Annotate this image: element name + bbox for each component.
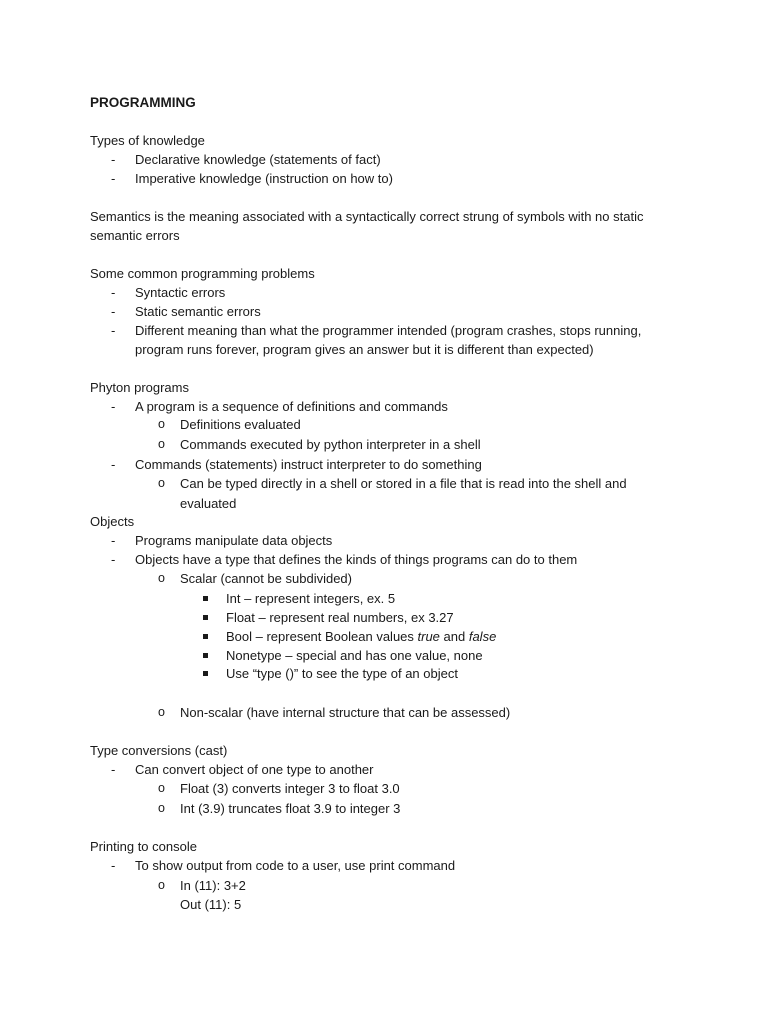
circle-bullet: o bbox=[158, 476, 165, 490]
dash-bullet: - bbox=[111, 858, 116, 873]
list-item-text: Static semantic errors bbox=[135, 304, 261, 319]
bool-false-text: false bbox=[468, 629, 497, 644]
dash-bullet: - bbox=[111, 304, 116, 319]
list-item-text: Different meaning than what the programmer intended (program crashes, stops running, bbox=[135, 323, 642, 338]
dash-bullet: - bbox=[111, 399, 116, 414]
sub-list-item-text: Definitions evaluated bbox=[180, 417, 301, 432]
paragraph-text: Semantics is the meaning associated with a syntactically correct strung of symbols with no static bbox=[90, 209, 644, 224]
dash-bullet: - bbox=[111, 152, 116, 167]
square-bullet bbox=[203, 671, 208, 676]
sub-sub-list-item-text: Int – represent integers, ex. 5 bbox=[226, 591, 396, 606]
sub-list-item-text: Float (3) converts integer 3 to float 3.0 bbox=[180, 781, 400, 796]
title-text: PROGRAMMING bbox=[90, 95, 196, 110]
list-item-text: program runs forever, program gives an answer but it is different than expected) bbox=[135, 342, 594, 357]
circle-bullet: o bbox=[158, 801, 165, 815]
dash-bullet: - bbox=[111, 171, 116, 186]
sub-list-item-text: Commands executed by python interpreter in a shell bbox=[180, 437, 481, 452]
dash-bullet: - bbox=[111, 323, 116, 338]
circle-bullet: o bbox=[158, 878, 165, 892]
heading-text: Phyton programs bbox=[90, 380, 189, 395]
bool-and-text: and bbox=[439, 629, 469, 644]
sub-list-item-text: Int (3.9) truncates float 3.9 to integer 3 bbox=[180, 801, 401, 816]
bool-prefix-text: Bool – represent Boolean values bbox=[226, 629, 418, 644]
sub-list-item-text: Can be typed directly in a shell or stored in a file that is read into the shell and bbox=[180, 476, 627, 491]
circle-bullet: o bbox=[158, 781, 165, 795]
circle-bullet: o bbox=[158, 437, 165, 451]
list-item-text: Declarative knowledge (statements of fact) bbox=[135, 152, 381, 167]
circle-bullet: o bbox=[158, 571, 165, 585]
dash-bullet: - bbox=[111, 552, 116, 567]
list-item-text: A program is a sequence of definitions and commands bbox=[135, 399, 448, 414]
square-bullet bbox=[203, 596, 208, 601]
code-input-line: In (11): 3+2 bbox=[180, 878, 246, 893]
circle-bullet: o bbox=[158, 417, 165, 431]
sub-sub-list-item-text: Float – represent real numbers, ex 3.27 bbox=[226, 610, 454, 625]
bool-true-text: true bbox=[417, 629, 440, 644]
paragraph-text: semantic errors bbox=[90, 228, 180, 243]
square-bullet bbox=[203, 634, 208, 639]
sub-sub-list-item-text bbox=[226, 627, 496, 646]
square-bullet bbox=[203, 615, 208, 620]
dash-bullet: - bbox=[111, 762, 116, 777]
code-output-line: Out (11): 5 bbox=[180, 897, 242, 912]
list-item-text: Programs manipulate data objects bbox=[135, 533, 333, 548]
sub-sub-list-item-text: Use “type ()” to see the type of an object bbox=[226, 666, 458, 681]
list-item-text: Objects have a type that defines the kinds of things programs can do to them bbox=[135, 552, 578, 567]
dash-bullet: - bbox=[111, 285, 116, 300]
heading-text: Printing to console bbox=[90, 839, 197, 854]
sub-list-item-text: Scalar (cannot be subdivided) bbox=[180, 571, 352, 586]
dash-bullet: - bbox=[111, 533, 116, 548]
list-item-text: Syntactic errors bbox=[135, 285, 226, 300]
square-bullet bbox=[203, 653, 208, 658]
dash-bullet: - bbox=[111, 457, 116, 472]
circle-bullet: o bbox=[158, 705, 165, 719]
list-item-text: Can convert object of one type to another bbox=[135, 762, 374, 777]
heading-text: Objects bbox=[90, 514, 135, 529]
sub-list-item-text: evaluated bbox=[180, 496, 237, 511]
sub-list-item-text: Non-scalar (have internal structure that can be assessed) bbox=[180, 705, 511, 720]
list-item-text: Imperative knowledge (instruction on how to) bbox=[135, 171, 393, 186]
heading-text: Some common programming problems bbox=[90, 266, 315, 281]
list-item-text: To show output from code to a user, use print command bbox=[135, 858, 456, 873]
sub-sub-list-item-text: Nonetype – special and has one value, none bbox=[226, 648, 483, 663]
heading-text: Type conversions (cast) bbox=[90, 743, 228, 758]
heading-text: Types of knowledge bbox=[90, 133, 205, 148]
list-item-text: Commands (statements) instruct interpreter to do something bbox=[135, 457, 482, 472]
